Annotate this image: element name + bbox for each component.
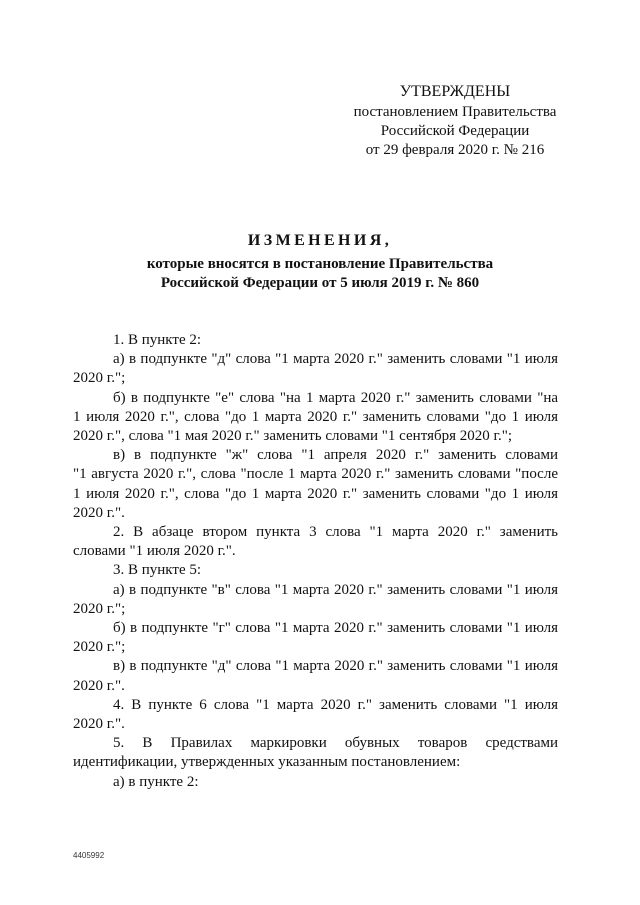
paragraph-line: 1. В пункте 2: [113,332,202,348]
paragraph [73,561,558,580]
paragraph [73,446,558,523]
paragraph-line: в) в подпункте "ж" слова "1 апреля 2020 г." заменить словами [113,447,558,464]
subtitle-line-1: которые вносятся в постановление Правительства [146,256,494,272]
paragraph-line: а) в подпункте "в" слова "1 марта 2020 г." заменить словами "1 июля [113,581,558,598]
paragraph [73,734,558,772]
paragraph [73,331,558,350]
paragraph-line: словами "1 июля 2020 г.". [73,543,236,560]
paragraph [73,523,558,561]
approval-line-2: Российской Федерации [380,123,530,139]
paragraph-line: 2020 г.". [73,504,125,521]
paragraph-line: в) в подпункте "д" слова "1 марта 2020 г." заменить словами "1 июля [113,658,558,675]
paragraph-line: 2020 г.". [73,716,125,733]
document-subtitle [80,255,560,293]
paragraph [73,619,558,657]
paragraph-line: 2020 г."; [73,600,126,617]
paragraph [73,773,558,792]
paragraph [73,389,558,447]
approval-line-1: постановлением Правительства [353,104,557,120]
approval-line-3: от 29 февраля 2020 г. № 216 [365,142,545,158]
subtitle-line-2: Российской Федерации от 5 июля 2019 г. № 860 [160,275,480,291]
paragraph-line: 2020 г.", слова "1 мая 2020 г." заменить словами "1 сентября 2020 г."; [73,428,512,445]
paragraph [73,657,558,695]
paragraph-line: 3. В пункте 5: [113,562,202,579]
paragraph-line: а) в пункте 2: [113,773,199,790]
paragraph-line: а) в подпункте "д" слова "1 марта 2020 г." заменить словами "1 июля [113,351,558,368]
paragraph [73,581,558,619]
paragraph-line: 2. В абзаце втором пункта 3 слова "1 марта 2020 г." заменить [113,524,558,541]
document-body [73,331,558,792]
paragraph-line: 1 июля 2020 г.", слова "до 1 марта 2020 г." заменить словами "до 1 июля [73,485,558,502]
paragraph-line: "1 августа 2020 г.", слова "после 1 марта 2020 г." заменить словами "после [73,466,558,483]
approval-heading: УТВЕРЖДЕНЫ [399,83,511,100]
paragraph-line: 1 июля 2020 г.", слова "до 1 марта 2020 г." заменить словами "до 1 июля [73,408,558,425]
approval-block [330,82,580,160]
paragraph-line: 2020 г."; [73,639,126,656]
paragraph-line: 2020 г."; [73,370,126,387]
document-title: ИЗМЕНЕНИЯ, [247,232,393,249]
document-code: 4405992 [73,851,105,860]
paragraph-line: 4. В пункте 6 слова "1 марта 2020 г." заменить словами "1 июля [113,696,558,713]
paragraph-line: 2020 г.". [73,677,125,694]
paragraph-line: идентификации, утвержденных указанным постановлением: [73,754,461,771]
paragraph-line: 5. В Правилах маркировки обувных товаров средствами [113,735,558,752]
paragraph-line: б) в подпункте "г" слова "1 марта 2020 г." заменить словами "1 июля [113,620,558,637]
paragraph [73,350,558,388]
paragraph [73,696,558,734]
paragraph-line: б) в подпункте "е" слова "на 1 марта 2020 г." заменить словами "на [113,389,558,406]
